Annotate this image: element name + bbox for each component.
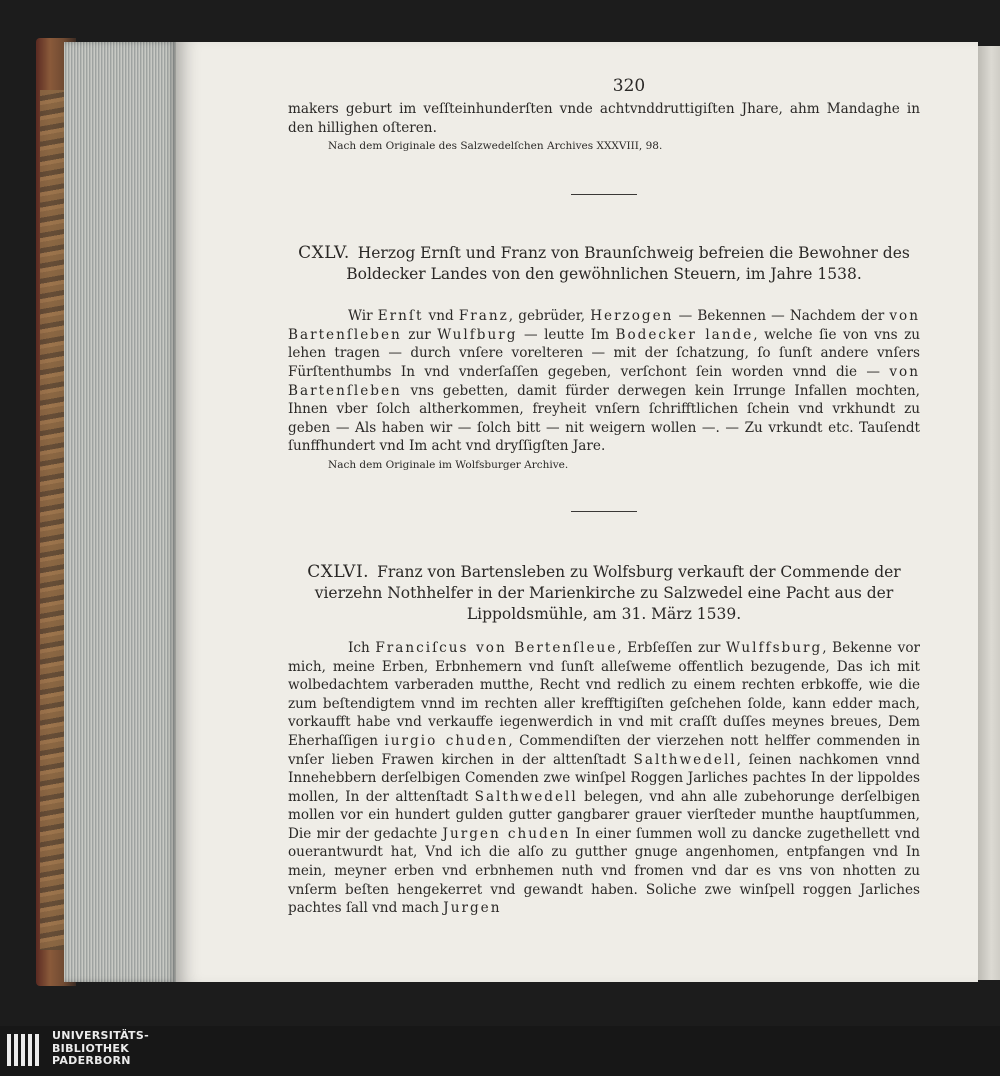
text-run: Ich [348,639,376,656]
name-bartensleben: von Bartenſleben [288,308,920,343]
name-salthwedell: Salthwedell [633,751,737,768]
text-run: , Commendiſten der vierzehen nott helffer commenden in vnſer lieben Frawen kirchen in der alttenſtadt [288,732,920,768]
source-note: Nach dem Originale des Salzwedelſchen Archives XXXVIII, 98. [328,140,663,153]
cover-marbling [40,90,66,950]
name-jurgen: Jurgen chuden [442,825,571,842]
text-run: , ſeinen nachkomen vnnd Innehebbern derſelbigen Comenden zwe winſpel Roggen Jarliches pachtes In der lippoldes mollen, In der alttenſtadt [288,751,920,805]
name-iurgio: iurgio chuden [384,732,509,749]
document-heading [288,562,920,625]
document-title: Herzog Ernſt und Franz von Braunſchweig befreien die Bewohner des Boldecker Landes von den gewöhnlichen Steuern, im Jahre 1538. [346,244,910,284]
name-wulffsburg: Wulffsburg [726,639,823,656]
text-run: , gebrüder, [508,308,591,325]
library-name-line: PADERBORN [52,1054,131,1067]
name-jurgen: Jurgen [443,900,502,917]
document-body [288,639,920,918]
name-salthwedell: Salthwedell [474,788,578,805]
document-body [288,307,920,456]
previous-document-ending: makers geburt im veſſteinhunderſten vnde achtvnddruttigiſten Jhare, ahm Mandaghe in den hillighen oſteren. [288,101,920,136]
name-bodecker: Bodecker lande [615,326,754,343]
library-footer [0,1026,1000,1076]
name-wulfburg: Wulfburg [437,326,518,343]
text-run: belegen, vnd ahn alle zubehorunge derſelbigen mollen vor ein hundert gulden gutter gangbarer grauer vierſteder munthe hauptſummen, Die mir der gedachte [288,788,921,842]
name-ernst: Ernſt [377,308,424,325]
document-number: CXLV. [298,243,350,264]
library-name [52,1030,149,1068]
text-run: , Erbſeſſen zur [617,639,726,656]
document-number: CXLVI. [307,561,370,582]
name-bartensleben: von Bartenſleben [288,363,920,399]
text-run: vns gebetten, damit fürder derwegen kein Irrunge Infallen mochten, Ihnen vber ſolch altherkommen, freyheit vnſern ſchrifftlichen ſchein vnd vrkhundt zu geben — Als haben wir — ſolch bitt — nit weigern wollen —. — Zu vrkundt etc. Tauſendt ſunffhundert vnd Im acht vnd dryſſigſten Jare. [288,382,920,455]
text-run: — leutte Im [517,326,616,343]
document-title: Franz von Bartensleben zu Wolfsburg verkauft der Commende der vierzehn Nothhelfer in der Marienkirche zu Salzwedel eine Pacht aus der Lippoldsmühle, am 31. März 1539. [314,562,901,623]
page-number: 320 [612,76,646,96]
name-herzogen: Herzogen [590,308,674,325]
source-note: Nach dem Originale im Wolfsburger Archive. [328,458,569,471]
page-edges [64,42,176,982]
text-run: , Bekenne vor mich, meine Erben, Erbnhemern vnd ſunſt alleſweme offentlich bezugende, Das ich mit wolbedachtem varberaden mutthe, Recht vnd redlich zu einem rechten erbkoffe, wie die zum beſtendigtem vnnd im rechten aller krefftigiſten geſchehen ſolde, kann edder mach, vorkaufft habe vnd verkauffe iegenwerdich in vnd mit craſſt duſſes meynes breues, Dem Eherhaſſigen [288,639,921,749]
text-run: In einer ſummen woll zu dancke zugethellett vnd ouerantwurdt hat, Vnd ich die alſo zu gutther gnuge angenhomen, entpfangen vnd In mein, meyner erben vnd erbnhemen nuth vnd fromen vnd dar es vns von nhotten zu vnſerm beſten hengekerret vnd gewandt haben. Soliche zwe winſpell roggen Jarliches pachtes ſall vnd mach [288,825,920,917]
text-run: , welche ſie von vns zu lehen tragen — durch vnſere vorelteren — mit der ſchatzung, ſo ſunſt andere vnſers Fürſtenthumbs In vnd vnderſaſſen gegeben, verſchont ſein worden vnnd die — [288,326,921,380]
text-run: Wir [348,308,378,325]
text-run: vnd [423,308,459,325]
library-name-line: BIBLIOTHEK [52,1041,130,1055]
facing-page-edge [978,46,1000,980]
page-content [288,76,920,918]
name-franz: Franz [458,308,509,325]
name-franciscus: Franciſcus von Bertenſleue [375,639,618,656]
library-logo-icon [6,1032,46,1068]
text-run: — Bekennen — Nachdem der [673,308,890,325]
document-heading [288,243,920,285]
library-name-line: UNIVERSITÄTS- [52,1029,149,1042]
text-run: zur [401,326,438,343]
